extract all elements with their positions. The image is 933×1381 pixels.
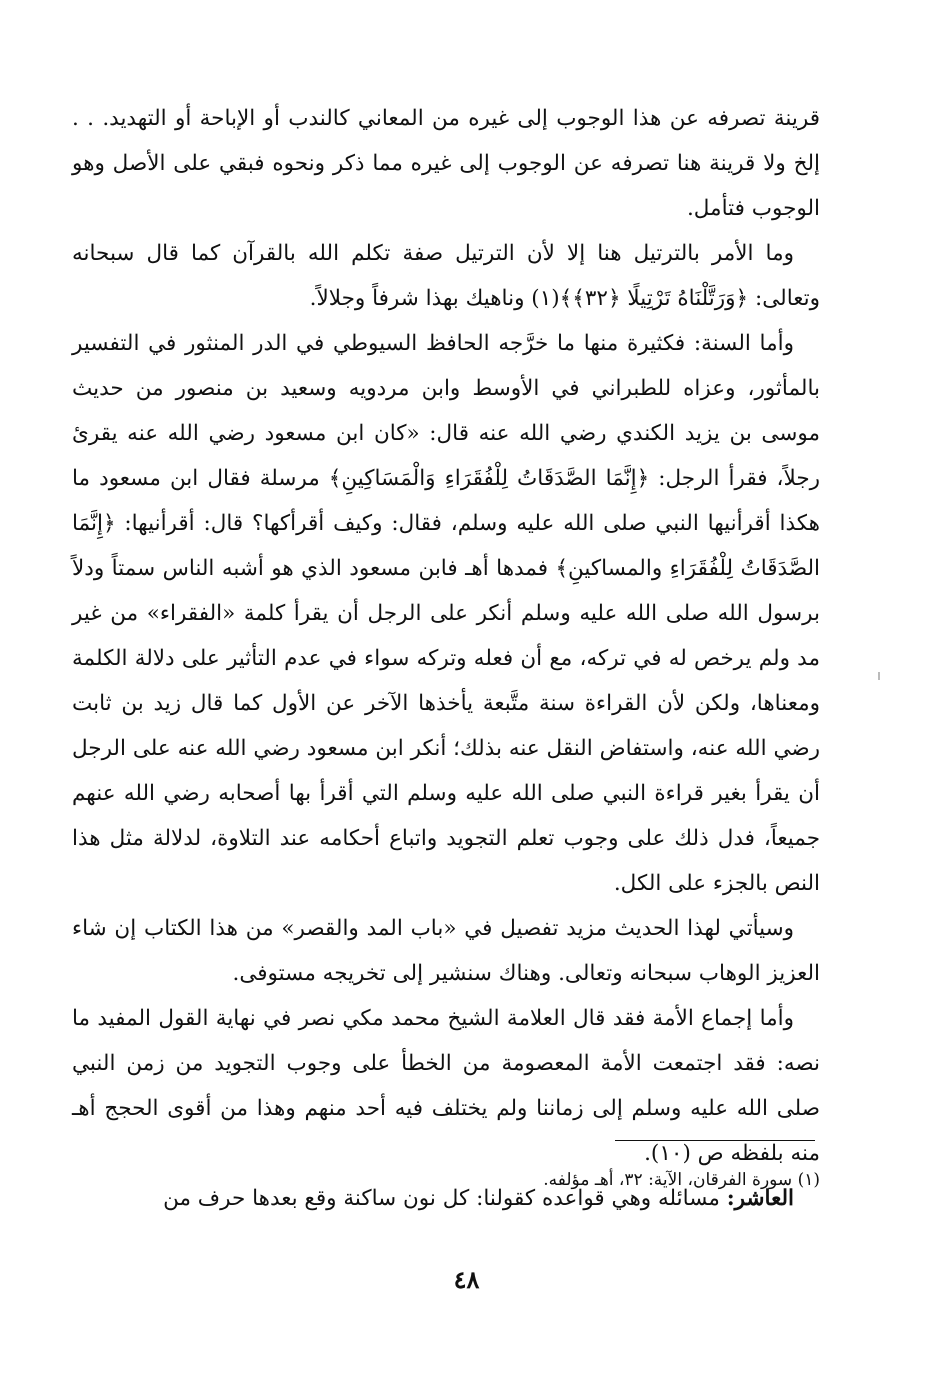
paragraph-4: وسيأتي لهذا الحديث مزيد تفصيل في «باب المد والقصر» من هذا الكتاب إن شاء العزيز الوهاب سبحانه وتعالى. وهناك سنشير إلى تخريجه مستوفى. [72, 916, 820, 986]
footnote: (١) سورة الفرقان، الآية: ٣٢، أهـ مؤلفه. [543, 1170, 820, 1190]
paragraph-3: وأما السنة: فكثيرة منها ما خرَّجه الحافظ السيوطي في الدر المنثور في التفسير بالمأثور، وعزاه للطبراني في الأوسط وابن مردويه وسعيد بن منصور من حديث موسى بن يزيد الكندي رضي الله عنه قال: «كان ابن مسعود رضي الله عنه يقرئ رجلاً، فقرأ الرجل: ﴿إِنَّمَا الصَّدَقَاتُ لِلْفُقَرَاءِ وَالْمَسَاكِينِ﴾ مرسلة فقال ابن مسعود ما هكذا أقرأنيها النبي صلى الله عليه وسلم، فقال: وكيف أقرأكها؟ قال: أقرأنيها: ﴿إِنَّمَا الصَّدَقَاتُ لِلْفُقَرَاءِ والمساكينِ﴾ فمدها أهـ فابن مسعود الذي هو أشبه الناس سمتاً ودلاً برسول الله صلى الله عليه وسلم أنكر على الرجل أن يقرأ كلمة «الفقراء» من غير مد ولم يرخص له في تركه، مع أن فعله وتركه سواء في عدم التأثير على دلالة الكلمة ومعناها، ولكن لأن القراءة سنة متَّبعة يأخذها الآخر عن الأول كما قال زيد بن ثابت رضي الله عنه، واستفاض النقل عنه بذلك؛ أنكر ابن مسعود رضي الله عنه على الرجل أن يقرأ بغير قراءة النبي صلى الله عليه وسلم التي أقرأ بها أصحابه رضي الله عنهم جميعاً، فدل ذلك على وجوب تعلم التجويد واتباع أحكامه عند التلاوة، لدلالة مثل هذا النص بالجزء على الكل. [72, 331, 820, 896]
paragraph-5: وأما إجماع الأمة فقد قال العلامة الشيخ محمد مكي نصر في نهاية القول المفيد ما نصه: فقد اجتمعت الأمة المعصومة من الخطأ على وجوب التجويد من زمن النبي صلى الله عليه وسلم إلى زماننا ولم يختلف فيه أحد منهم وهذا من أقوى الحجج أهـ منه بلفظه ص (١٠). [72, 1006, 820, 1166]
page-body [72, 96, 820, 1221]
section-text: مسائله وهي قواعده كقولنا: كل نون ساكنة وقع بعدها حرف من [163, 1186, 727, 1211]
paragraph-1: قرينة تصرفه عن هذا الوجوب إلى غيره من المعاني كالندب أو الإباحة أو التهديد. . . إلخ ولا قرينة هنا تصرفه عن الوجوب إلى غيره مما ذكر ونحوه فبقي على الأصل وهو الوجوب فتأمل. [72, 106, 820, 221]
margin-mark [878, 672, 880, 680]
footnote-divider [615, 1140, 815, 1141]
paragraph-2: وما الأمر بالترتيل هنا إلا لأن الترتيل صفة تكلم الله بالقرآن كما قال سبحانه وتعالى: ﴿وَرَتَّلْنَاهُ تَرْتِيلًا ﴿٣٢﴾﴾(١) وناهيك بهذا شرفاً وجلالاً. [72, 241, 820, 311]
page-number: ٤٨ [453, 1265, 480, 1294]
section-lead: العاشر: [726, 1186, 794, 1211]
